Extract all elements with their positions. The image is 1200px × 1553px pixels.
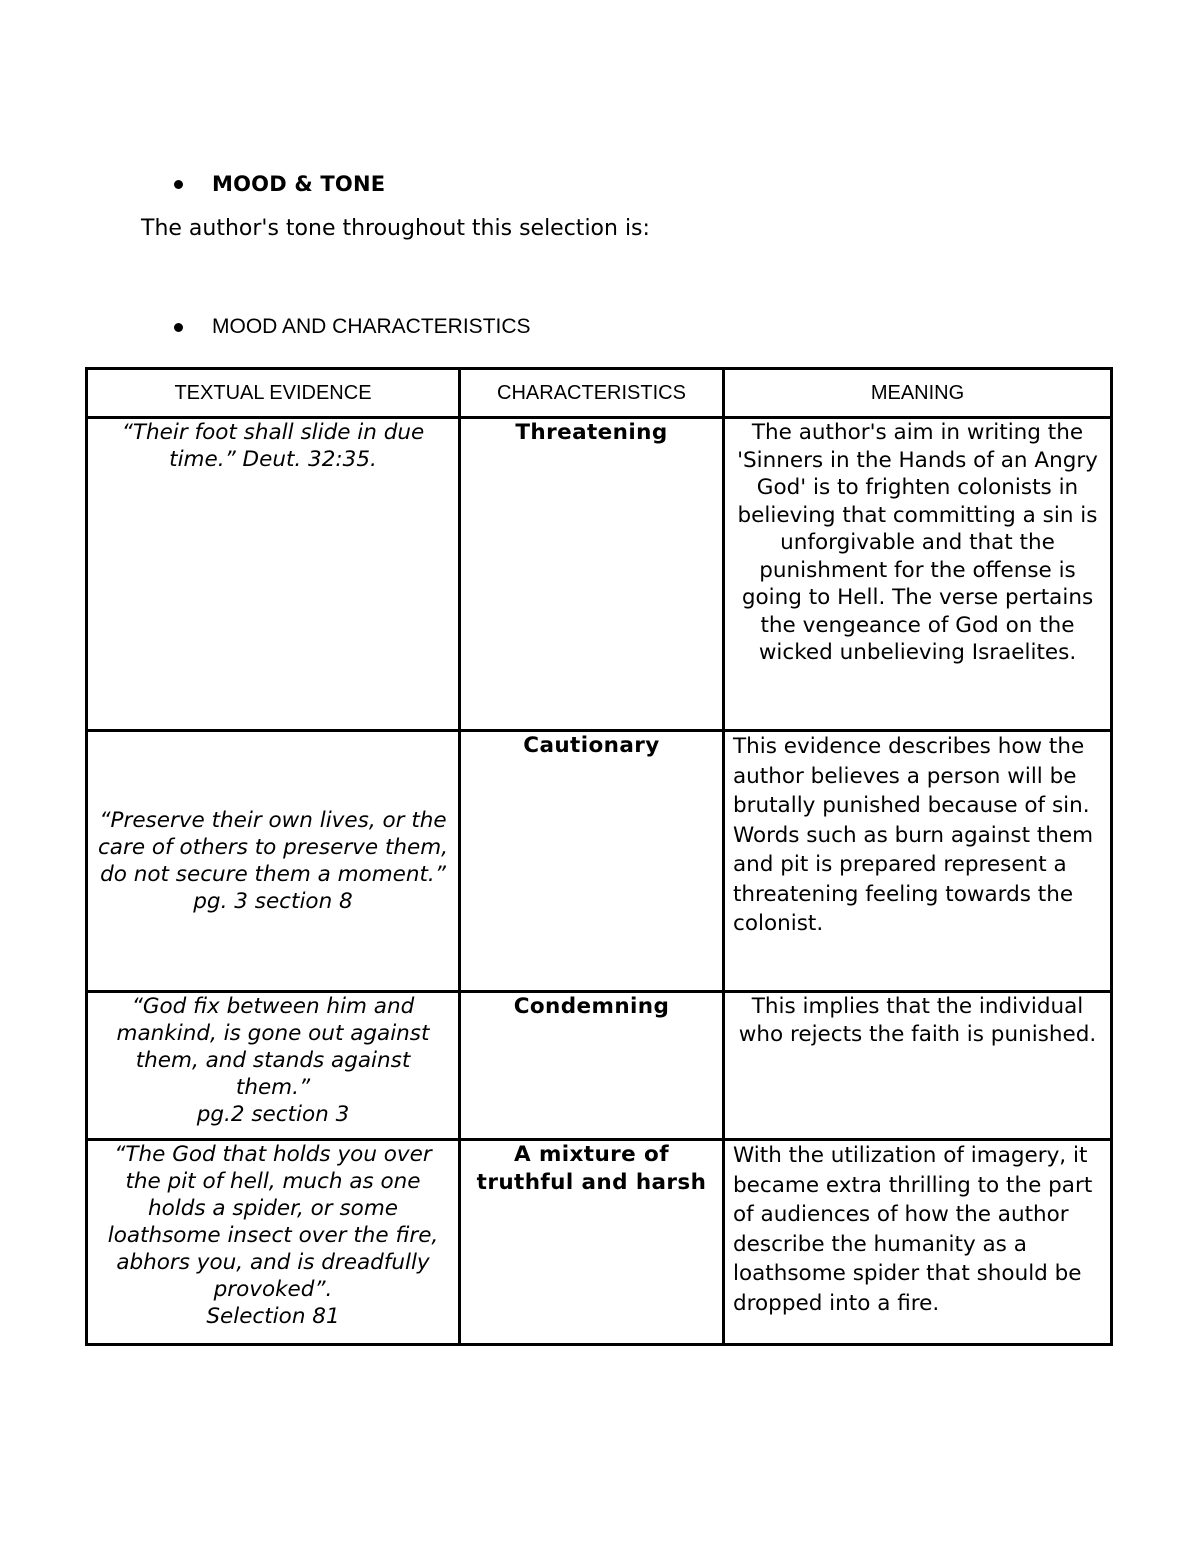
evidence-quote: “Preserve their own lives, or the care of others to preserve them, do not secure them a moment.” — [97, 808, 448, 887]
section-heading-mood-characteristics: MOOD AND CHARACTERISTICS — [212, 315, 531, 338]
section-heading-mood-tone: MOOD & TONE — [212, 172, 386, 196]
characteristic-cell: A mixture of truthful and harsh — [460, 1140, 724, 1345]
header-meaning: MEANING — [724, 369, 1112, 418]
evidence-quote: “God fix between him and mankind, is gone out against them, and stands against them.” — [116, 994, 430, 1100]
meaning-cell: The author's aim in writing the 'Sinners in the Hands of an Angry God' is to frighten colonists in believing that committing a sin is unforgivable and that the punishment for the offense is going to Hell. The verse pertains the vengeance of God on the wicked unbelieving Israelites. — [724, 418, 1112, 731]
meaning-cell: With the utilization of imagery, it became extra thrilling to the part of audiences of how the author describe the humanity as a loathsome spider that should be dropped into a fire. — [724, 1140, 1112, 1345]
table-row — [87, 992, 1112, 1140]
tone-prompt: The author's tone throughout this selection is: — [141, 216, 650, 241]
meaning-cell: This implies that the individual who rejects the faith is punished. — [724, 992, 1112, 1140]
evidence-cell — [87, 1140, 460, 1345]
evidence-source: pg.2 section 3 — [196, 1102, 350, 1127]
characteristic-cell: Cautionary — [460, 731, 724, 992]
bullet-icon — [174, 323, 183, 332]
evidence-cell — [87, 731, 460, 992]
bullet-icon — [174, 180, 183, 189]
bullet-mood-tone — [174, 172, 385, 196]
mood-characteristics-table — [85, 367, 1113, 1346]
header-textual-evidence: TEXTUAL EVIDENCE — [87, 369, 460, 418]
table-row — [87, 418, 1112, 731]
header-characteristics: CHARACTERISTICS — [460, 369, 724, 418]
evidence-cell — [87, 418, 460, 731]
evidence-cell — [87, 992, 460, 1140]
bullet-mood-characteristics — [174, 315, 531, 339]
evidence-source: pg. 3 section 8 — [193, 889, 353, 914]
table-row — [87, 1140, 1112, 1345]
evidence-quote: “Their foot shall slide in due time.” Deut. 32:35. — [121, 420, 425, 472]
table-header-row — [87, 369, 1112, 418]
characteristic-cell: Threatening — [460, 418, 724, 731]
evidence-source: Selection 81 — [206, 1304, 340, 1329]
evidence-quote: “The God that holds you over the pit of hell, much as one holds a spider, or some loathsome insect over the fire, abhors you, and is dreadfully provoked”. — [107, 1142, 439, 1302]
characteristic-cell: Condemning — [460, 992, 724, 1140]
meaning-cell: This evidence describes how the author believes a person will be brutally punished because of sin. Words such as burn against them and pit is prepared represent a threatening feeling towards the colonist. — [724, 731, 1112, 992]
table-row — [87, 731, 1112, 992]
